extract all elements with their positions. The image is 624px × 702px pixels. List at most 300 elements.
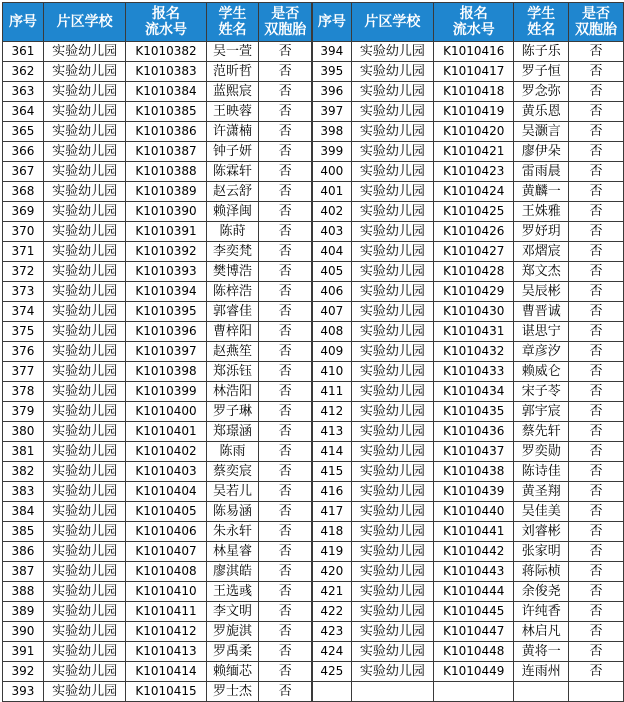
right-school-cell: 实验幼儿园 (351, 102, 433, 122)
seq-cell: 379 (3, 402, 44, 422)
school-cell: 实验幼儿园 (43, 262, 125, 282)
right-name-cell: 吴佳美 (514, 502, 569, 522)
right-school-cell: 实验幼儿园 (351, 182, 433, 202)
reg-no-cell: K1010389 (126, 182, 206, 202)
right-reg-no-cell: K1010435 (434, 402, 514, 422)
table-row (3, 342, 624, 362)
twin-cell: 否 (259, 262, 312, 282)
right-school-cell: 实验幼儿园 (351, 622, 433, 642)
name-cell: 罗禹柔 (206, 642, 259, 662)
right-seq-cell: 405 (312, 262, 351, 282)
right-seq-cell: 409 (312, 342, 351, 362)
right-seq-cell: 415 (312, 462, 351, 482)
right-school-cell (351, 682, 433, 702)
school-cell: 实验幼儿园 (43, 42, 125, 62)
school-cell: 实验幼儿园 (43, 662, 125, 682)
right-reg-no-cell: K1010416 (434, 42, 514, 62)
name-cell: 蓝熙宸 (206, 82, 259, 102)
twin-cell: 否 (259, 442, 312, 462)
reg-no-cell: K1010388 (126, 162, 206, 182)
table-row (3, 662, 624, 682)
right-name-cell: 余俊尧 (514, 582, 569, 602)
twin-cell: 否 (259, 562, 312, 582)
right-reg-no-cell: K1010425 (434, 202, 514, 222)
right-twin-cell: 否 (569, 422, 624, 442)
name-cell: 赖缅芯 (206, 662, 259, 682)
header-reg-no-2-line1: 报名 (459, 6, 488, 22)
school-cell: 实验幼儿园 (43, 682, 125, 702)
twin-cell: 否 (259, 222, 312, 242)
right-seq-cell: 420 (312, 562, 351, 582)
name-cell: 樊博浩 (206, 262, 259, 282)
table-row (3, 462, 624, 482)
table-row (3, 562, 624, 582)
right-reg-no-cell: K1010428 (434, 262, 514, 282)
right-school-cell: 实验幼儿园 (351, 602, 433, 622)
right-name-cell: 郭宇宸 (514, 402, 569, 422)
header-reg-no (126, 3, 206, 42)
reg-no-cell: K1010397 (126, 342, 206, 362)
name-cell: 林星睿 (206, 542, 259, 562)
table-row (3, 102, 624, 122)
seq-cell: 376 (3, 342, 44, 362)
right-twin-cell (569, 682, 624, 702)
name-cell: 陈梓浩 (206, 282, 259, 302)
right-twin-cell: 否 (569, 42, 624, 62)
header-twin-line2: 双胞胎 (264, 22, 307, 38)
right-twin-cell: 否 (569, 662, 624, 682)
school-cell: 实验幼儿园 (43, 62, 125, 82)
right-twin-cell: 否 (569, 462, 624, 482)
table-row (3, 142, 624, 162)
right-reg-no-cell: K1010430 (434, 302, 514, 322)
right-reg-no-cell: K1010448 (434, 642, 514, 662)
header-twin (259, 3, 312, 42)
header-name (206, 3, 259, 42)
reg-no-cell: K1010385 (126, 102, 206, 122)
header-school-2: 片区学校 (351, 3, 433, 42)
school-cell: 实验幼儿园 (43, 142, 125, 162)
reg-no-cell: K1010401 (126, 422, 206, 442)
header-name-line2: 姓名 (218, 22, 247, 38)
right-twin-cell: 否 (569, 62, 624, 82)
table-row (3, 202, 624, 222)
twin-cell: 否 (259, 182, 312, 202)
seq-cell: 380 (3, 422, 44, 442)
right-twin-cell: 否 (569, 202, 624, 222)
right-school-cell: 实验幼儿园 (351, 402, 433, 422)
right-school-cell: 实验幼儿园 (351, 662, 433, 682)
right-name-cell: 章彦汐 (514, 342, 569, 362)
right-twin-cell: 否 (569, 262, 624, 282)
right-twin-cell: 否 (569, 362, 624, 382)
school-cell: 实验幼儿园 (43, 242, 125, 262)
right-name-cell: 黄麟一 (514, 182, 569, 202)
table-row (3, 182, 624, 202)
right-reg-no-cell: K1010445 (434, 602, 514, 622)
right-seq-cell: 398 (312, 122, 351, 142)
header-name-2-line2: 姓名 (527, 22, 556, 38)
reg-no-cell: K1010384 (126, 82, 206, 102)
header-reg-no-2 (434, 3, 514, 42)
school-cell: 实验幼儿园 (43, 422, 125, 442)
school-cell: 实验幼儿园 (43, 362, 125, 382)
right-seq-cell: 394 (312, 42, 351, 62)
school-cell: 实验幼儿园 (43, 442, 125, 462)
header-row (3, 3, 624, 42)
right-twin-cell: 否 (569, 102, 624, 122)
right-name-cell: 邓熠宸 (514, 242, 569, 262)
right-school-cell: 实验幼儿园 (351, 462, 433, 482)
school-cell: 实验幼儿园 (43, 282, 125, 302)
right-reg-no-cell: K1010443 (434, 562, 514, 582)
right-name-cell: 蔡先轩 (514, 422, 569, 442)
reg-no-cell: K1010408 (126, 562, 206, 582)
school-cell: 实验幼儿园 (43, 222, 125, 242)
right-twin-cell: 否 (569, 342, 624, 362)
name-cell: 郭睿佳 (206, 302, 259, 322)
right-reg-no-cell: K1010440 (434, 502, 514, 522)
right-reg-no-cell: K1010433 (434, 362, 514, 382)
header-name-2-line1: 学生 (527, 6, 556, 22)
right-seq-cell: 412 (312, 402, 351, 422)
right-seq-cell: 413 (312, 422, 351, 442)
twin-cell: 否 (259, 322, 312, 342)
right-seq-cell: 423 (312, 622, 351, 642)
right-name-cell: 黄圣翔 (514, 482, 569, 502)
header-reg-no-line1: 报名 (151, 6, 180, 22)
right-seq-cell: 410 (312, 362, 351, 382)
seq-cell: 378 (3, 382, 44, 402)
reg-no-cell: K1010382 (126, 42, 206, 62)
table-row (3, 382, 624, 402)
school-cell: 实验幼儿园 (43, 182, 125, 202)
twin-cell: 否 (259, 542, 312, 562)
name-cell: 王映蓉 (206, 102, 259, 122)
reg-no-cell: K1010392 (126, 242, 206, 262)
right-school-cell: 实验幼儿园 (351, 482, 433, 502)
reg-no-cell: K1010407 (126, 542, 206, 562)
name-cell: 廖淇皓 (206, 562, 259, 582)
twin-cell: 否 (259, 302, 312, 322)
reg-no-cell: K1010390 (126, 202, 206, 222)
right-name-cell: 陈子乐 (514, 42, 569, 62)
right-reg-no-cell (434, 682, 514, 702)
name-cell: 曹梓阳 (206, 322, 259, 342)
right-twin-cell: 否 (569, 522, 624, 542)
right-reg-no-cell: K1010432 (434, 342, 514, 362)
right-twin-cell: 否 (569, 562, 624, 582)
seq-cell: 361 (3, 42, 44, 62)
right-reg-no-cell: K1010436 (434, 422, 514, 442)
table-row (3, 542, 624, 562)
reg-no-cell: K1010383 (126, 62, 206, 82)
seq-cell: 381 (3, 442, 44, 462)
right-seq-cell: 416 (312, 482, 351, 502)
right-twin-cell: 否 (569, 182, 624, 202)
right-reg-no-cell: K1010431 (434, 322, 514, 342)
table-row (3, 222, 624, 242)
school-cell: 实验幼儿园 (43, 302, 125, 322)
right-seq-cell: 418 (312, 522, 351, 542)
school-cell: 实验幼儿园 (43, 542, 125, 562)
right-school-cell: 实验幼儿园 (351, 242, 433, 262)
twin-cell: 否 (259, 402, 312, 422)
right-seq-cell: 424 (312, 642, 351, 662)
reg-no-cell: K1010413 (126, 642, 206, 662)
name-cell: 许潇楠 (206, 122, 259, 142)
twin-cell: 否 (259, 582, 312, 602)
right-school-cell: 实验幼儿园 (351, 82, 433, 102)
school-cell: 实验幼儿园 (43, 162, 125, 182)
right-school-cell: 实验幼儿园 (351, 302, 433, 322)
right-school-cell: 实验幼儿园 (351, 322, 433, 342)
right-twin-cell: 否 (569, 382, 624, 402)
right-seq-cell (312, 682, 351, 702)
twin-cell: 否 (259, 502, 312, 522)
right-seq-cell: 402 (312, 202, 351, 222)
twin-cell: 否 (259, 382, 312, 402)
reg-no-cell: K1010415 (126, 682, 206, 702)
name-cell: 赵燕笙 (206, 342, 259, 362)
right-twin-cell: 否 (569, 142, 624, 162)
right-name-cell: 宋子苓 (514, 382, 569, 402)
right-name-cell: 林启凡 (514, 622, 569, 642)
right-name-cell: 曹晋诚 (514, 302, 569, 322)
right-school-cell: 实验幼儿园 (351, 122, 433, 142)
right-reg-no-cell: K1010429 (434, 282, 514, 302)
right-school-cell: 实验幼儿园 (351, 522, 433, 542)
school-cell: 实验幼儿园 (43, 342, 125, 362)
reg-no-cell: K1010393 (126, 262, 206, 282)
seq-cell: 383 (3, 482, 44, 502)
right-reg-no-cell: K1010421 (434, 142, 514, 162)
school-cell: 实验幼儿园 (43, 102, 125, 122)
right-name-cell: 罗念弥 (514, 82, 569, 102)
name-cell: 李文明 (206, 602, 259, 622)
school-cell: 实验幼儿园 (43, 122, 125, 142)
reg-no-cell: K1010412 (126, 622, 206, 642)
twin-cell: 否 (259, 162, 312, 182)
name-cell: 陈易涵 (206, 502, 259, 522)
name-cell: 吴若儿 (206, 482, 259, 502)
right-reg-no-cell: K1010420 (434, 122, 514, 142)
right-seq-cell: 414 (312, 442, 351, 462)
header-twin-2 (569, 3, 624, 42)
twin-cell: 否 (259, 282, 312, 302)
twin-cell: 否 (259, 682, 312, 702)
name-cell: 王选彧 (206, 582, 259, 602)
right-seq-cell: 411 (312, 382, 351, 402)
seq-cell: 374 (3, 302, 44, 322)
right-name-cell: 罗子恒 (514, 62, 569, 82)
right-school-cell: 实验幼儿园 (351, 442, 433, 462)
table-row (3, 302, 624, 322)
seq-cell: 393 (3, 682, 44, 702)
name-cell: 郑泺钰 (206, 362, 259, 382)
right-name-cell: 张家明 (514, 542, 569, 562)
right-school-cell: 实验幼儿园 (351, 382, 433, 402)
right-twin-cell: 否 (569, 482, 624, 502)
table-row (3, 42, 624, 62)
right-reg-no-cell: K1010417 (434, 62, 514, 82)
school-cell: 实验幼儿园 (43, 642, 125, 662)
table-row (3, 282, 624, 302)
school-cell: 实验幼儿园 (43, 462, 125, 482)
right-reg-no-cell: K1010434 (434, 382, 514, 402)
table-row (3, 122, 624, 142)
reg-no-cell: K1010399 (126, 382, 206, 402)
right-school-cell: 实验幼儿园 (351, 282, 433, 302)
twin-cell: 否 (259, 522, 312, 542)
twin-cell: 否 (259, 362, 312, 382)
table-row (3, 682, 624, 702)
school-cell: 实验幼儿园 (43, 622, 125, 642)
twin-cell: 否 (259, 142, 312, 162)
twin-cell: 否 (259, 62, 312, 82)
name-cell: 林浩阳 (206, 382, 259, 402)
right-name-cell (514, 682, 569, 702)
name-cell: 罗旎淇 (206, 622, 259, 642)
reg-no-cell: K1010410 (126, 582, 206, 602)
seq-cell: 385 (3, 522, 44, 542)
reg-no-cell: K1010402 (126, 442, 206, 462)
table-row (3, 362, 624, 382)
reg-no-cell: K1010405 (126, 502, 206, 522)
seq-cell: 392 (3, 662, 44, 682)
right-twin-cell: 否 (569, 442, 624, 462)
table-row (3, 622, 624, 642)
school-cell: 实验幼儿园 (43, 202, 125, 222)
right-name-cell: 廖伊朵 (514, 142, 569, 162)
right-reg-no-cell: K1010442 (434, 542, 514, 562)
student-list-table (2, 2, 624, 702)
twin-cell: 否 (259, 242, 312, 262)
right-reg-no-cell: K1010423 (434, 162, 514, 182)
school-cell: 实验幼儿园 (43, 482, 125, 502)
seq-cell: 384 (3, 502, 44, 522)
right-twin-cell: 否 (569, 162, 624, 182)
table-row (3, 582, 624, 602)
right-school-cell: 实验幼儿园 (351, 542, 433, 562)
reg-no-cell: K1010411 (126, 602, 206, 622)
twin-cell: 否 (259, 42, 312, 62)
right-twin-cell: 否 (569, 282, 624, 302)
header-reg-no-line2: 流水号 (144, 22, 187, 38)
right-school-cell: 实验幼儿园 (351, 502, 433, 522)
right-school-cell: 实验幼儿园 (351, 422, 433, 442)
right-seq-cell: 404 (312, 242, 351, 262)
seq-cell: 386 (3, 542, 44, 562)
right-name-cell: 郑文杰 (514, 262, 569, 282)
header-twin-2-line2: 双胞胎 (575, 22, 617, 38)
table-row (3, 602, 624, 622)
twin-cell: 否 (259, 202, 312, 222)
twin-cell: 否 (259, 622, 312, 642)
table-row (3, 422, 624, 442)
table-row (3, 442, 624, 462)
right-school-cell: 实验幼儿园 (351, 62, 433, 82)
right-name-cell: 黄乐恩 (514, 102, 569, 122)
right-name-cell: 赖威仑 (514, 362, 569, 382)
twin-cell: 否 (259, 422, 312, 442)
school-cell: 实验幼儿园 (43, 322, 125, 342)
right-twin-cell: 否 (569, 502, 624, 522)
name-cell: 范昕哲 (206, 62, 259, 82)
right-seq-cell: 422 (312, 602, 351, 622)
right-reg-no-cell: K1010424 (434, 182, 514, 202)
reg-no-cell: K1010398 (126, 362, 206, 382)
seq-cell: 363 (3, 82, 44, 102)
seq-cell: 367 (3, 162, 44, 182)
twin-cell: 否 (259, 342, 312, 362)
right-name-cell: 蒋际桢 (514, 562, 569, 582)
reg-no-cell: K1010395 (126, 302, 206, 322)
header-reg-no-2-line2: 流水号 (452, 22, 495, 38)
right-school-cell: 实验幼儿园 (351, 142, 433, 162)
seq-cell: 387 (3, 562, 44, 582)
school-cell: 实验幼儿园 (43, 382, 125, 402)
seq-cell: 390 (3, 622, 44, 642)
right-seq-cell: 407 (312, 302, 351, 322)
school-cell: 实验幼儿园 (43, 522, 125, 542)
seq-cell: 388 (3, 582, 44, 602)
right-twin-cell: 否 (569, 82, 624, 102)
name-cell: 陈霖轩 (206, 162, 259, 182)
right-school-cell: 实验幼儿园 (351, 342, 433, 362)
right-name-cell: 连雨州 (514, 662, 569, 682)
reg-no-cell: K1010387 (126, 142, 206, 162)
right-seq-cell: 425 (312, 662, 351, 682)
twin-cell: 否 (259, 642, 312, 662)
right-reg-no-cell: K1010427 (434, 242, 514, 262)
table-row (3, 322, 624, 342)
reg-no-cell: K1010406 (126, 522, 206, 542)
reg-no-cell: K1010404 (126, 482, 206, 502)
reg-no-cell: K1010403 (126, 462, 206, 482)
header-twin-2-line1: 是否 (582, 6, 610, 22)
right-school-cell: 实验幼儿园 (351, 222, 433, 242)
table-row (3, 82, 624, 102)
right-twin-cell: 否 (569, 222, 624, 242)
seq-cell: 375 (3, 322, 44, 342)
name-cell: 赖泽闽 (206, 202, 259, 222)
name-cell: 朱永轩 (206, 522, 259, 542)
name-cell: 吴一萱 (206, 42, 259, 62)
seq-cell: 391 (3, 642, 44, 662)
right-reg-no-cell: K1010441 (434, 522, 514, 542)
right-reg-no-cell: K1010419 (434, 102, 514, 122)
right-reg-no-cell: K1010439 (434, 482, 514, 502)
right-name-cell: 雷雨晨 (514, 162, 569, 182)
reg-no-cell: K1010386 (126, 122, 206, 142)
table-row (3, 482, 624, 502)
twin-cell: 否 (259, 462, 312, 482)
reg-no-cell: K1010400 (126, 402, 206, 422)
school-cell: 实验幼儿园 (43, 602, 125, 622)
right-seq-cell: 397 (312, 102, 351, 122)
right-reg-no-cell: K1010438 (434, 462, 514, 482)
school-cell: 实验幼儿园 (43, 582, 125, 602)
school-cell: 实验幼儿园 (43, 562, 125, 582)
header-name-2 (514, 3, 569, 42)
twin-cell: 否 (259, 82, 312, 102)
right-reg-no-cell: K1010444 (434, 582, 514, 602)
name-cell: 郑璟涵 (206, 422, 259, 442)
right-twin-cell: 否 (569, 542, 624, 562)
name-cell: 蔡奕宸 (206, 462, 259, 482)
right-name-cell: 罗奕勋 (514, 442, 569, 462)
